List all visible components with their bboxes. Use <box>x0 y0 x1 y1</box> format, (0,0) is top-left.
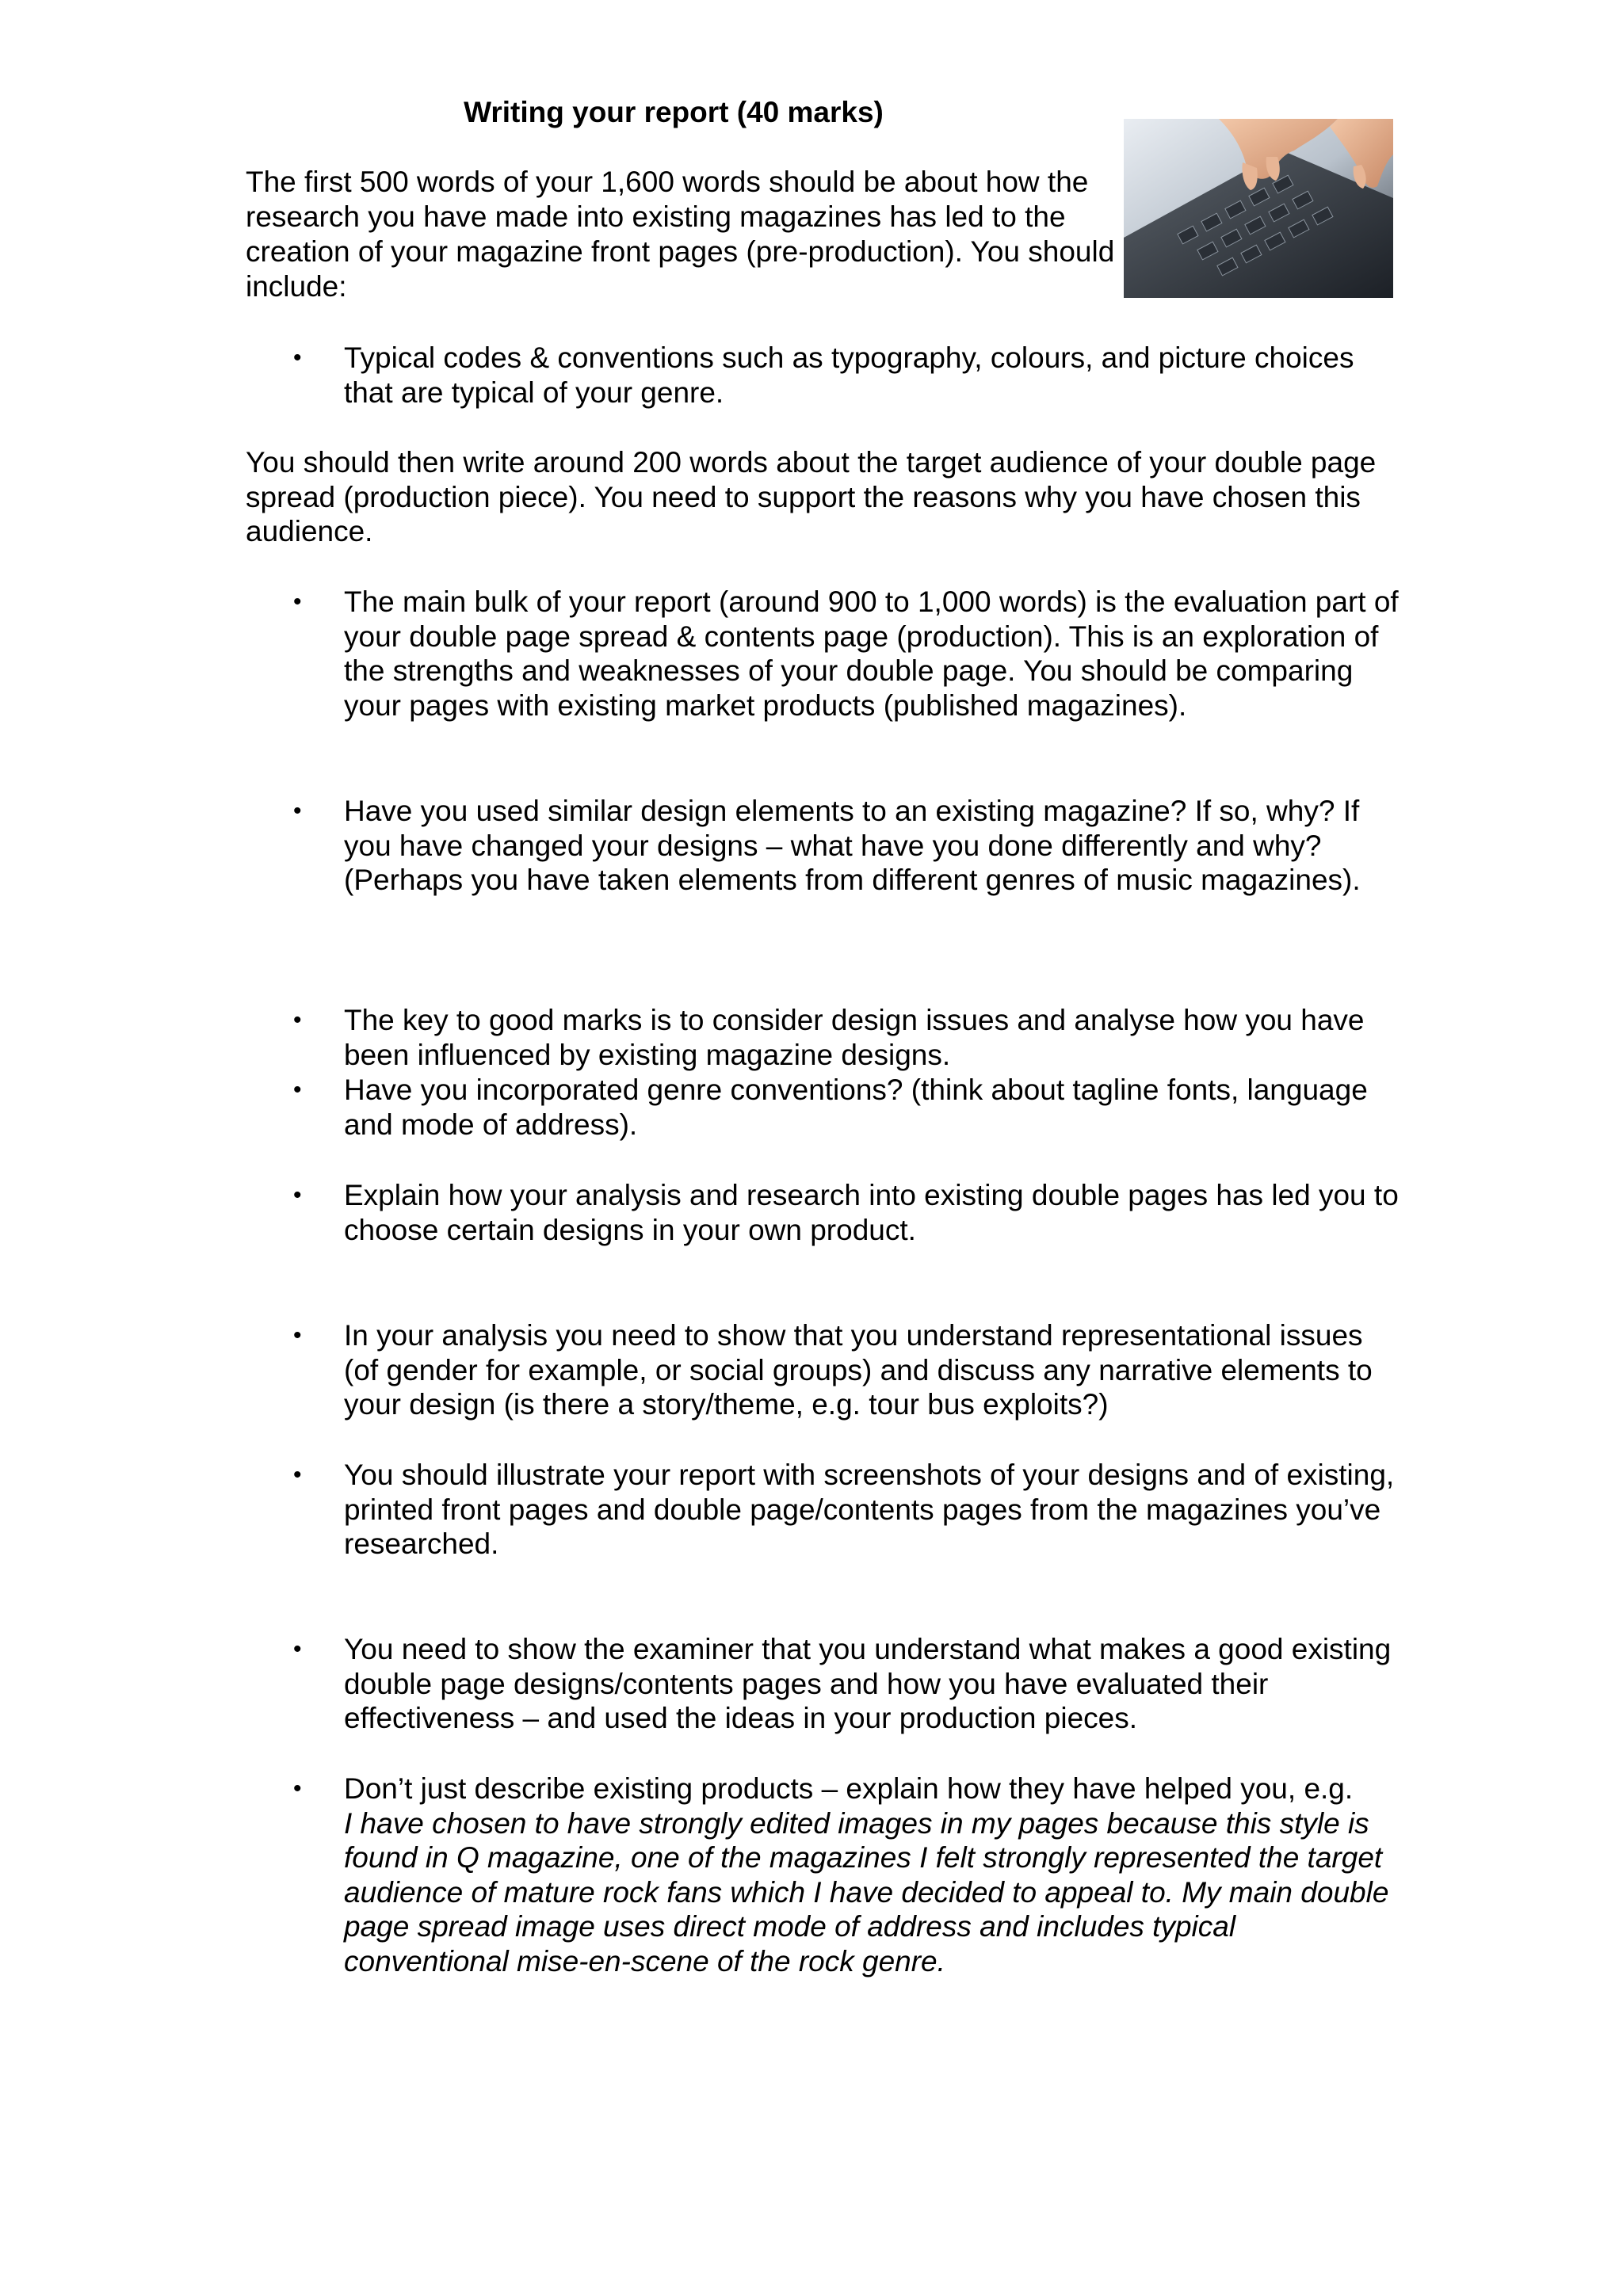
list-item-text: You should illustrate your report with screenshots of your designs and of existing, printed front pages and double page/contents pages from the magazines you’ve researched. <box>344 1459 1395 1560</box>
list-item-text: Have you used similar design elements to an existing magazine? If so, why? If you have changed your designs – what have you done differently and why? (Perhaps you have taken elements from different genres of music magazines). <box>344 795 1361 896</box>
list-item <box>246 1318 1403 1422</box>
bullet-marker: • <box>293 589 302 615</box>
bullet-marker: • <box>293 345 302 371</box>
list-item-text: You need to show the examiner that you understand what makes a good existing double page designs/contents pages and how you have evaluated their effectiveness – and used the ideas in your production pieces. <box>344 1633 1392 1734</box>
intro-paragraph: The first 500 words of your 1,600 words should be about how the research you have made into existing magazines has led to the creation of your magazine front pages (pre-production). You should include: <box>246 166 1115 303</box>
list-item <box>246 1772 1403 1978</box>
example-italic-text: I have chosen to have strongly edited images in my pages because this style is found in Q magazine, one of the magazines I felt strongly represented the target audience of mature rock fans which I have decided to appeal to. My main double page spread image uses direct mode of address and includes typical conventional mise-en-scene of the rock genre. <box>344 1806 1389 1978</box>
bullet-marker: • <box>293 1462 302 1488</box>
list-item-text: Typical codes & conventions such as typography, colours, and picture choices that are typical of your genre. <box>344 341 1354 409</box>
list-item <box>246 1178 1403 1247</box>
list-item-text: Have you incorporated genre conventions? (think about tagline fonts, language and mode of address). <box>344 1074 1368 1141</box>
list-item-text: The main bulk of your report (around 900 to 1,000 words) is the evaluation part of your double page spread & contents page (production). This is an exploration of the strengths and weaknesses of your double page. You should be comparing your pages with existing market products (published magazines). <box>344 585 1399 722</box>
page-title: Writing your report (40 marks) <box>464 96 884 128</box>
bullet-marker: • <box>293 798 302 824</box>
list-item-text: Explain how your analysis and research into existing double pages has led you to choose certain designs in your own product. <box>344 1179 1399 1246</box>
audience-paragraph: You should then write around 200 words about the target audience of your double page spread (production piece). You need to support the reasons why you have chosen this audience. <box>246 446 1377 547</box>
bullet-marker: • <box>293 1007 302 1033</box>
list-item-text: Don’t just describe existing products – explain how they have helped you, e.g. <box>344 1772 1354 1805</box>
keyboard-typing-photo <box>1124 119 1393 298</box>
list-item-text: The key to good marks is to consider design issues and analyse how you have been influenced by existing magazine designs. <box>344 1004 1365 1071</box>
bullet-marker: • <box>293 1775 302 1802</box>
bullet-marker: • <box>293 1322 302 1348</box>
list-item <box>246 341 1403 410</box>
list-item-text: In your analysis you need to show that you understand representational issues (of gender for example, or social groups) and discuss any narrative elements to your design (is there a story/theme, e.g. tour bus exploits?) <box>344 1319 1373 1421</box>
bullet-marker: • <box>293 1182 302 1208</box>
list-item <box>246 1003 1403 1072</box>
bullet-marker: • <box>293 1077 302 1103</box>
bullet-marker: • <box>293 1636 302 1662</box>
list-item <box>246 1073 1403 1142</box>
list-item <box>246 1632 1403 1736</box>
list-item <box>246 585 1403 723</box>
list-item <box>246 794 1403 898</box>
list-item <box>246 1458 1403 1562</box>
